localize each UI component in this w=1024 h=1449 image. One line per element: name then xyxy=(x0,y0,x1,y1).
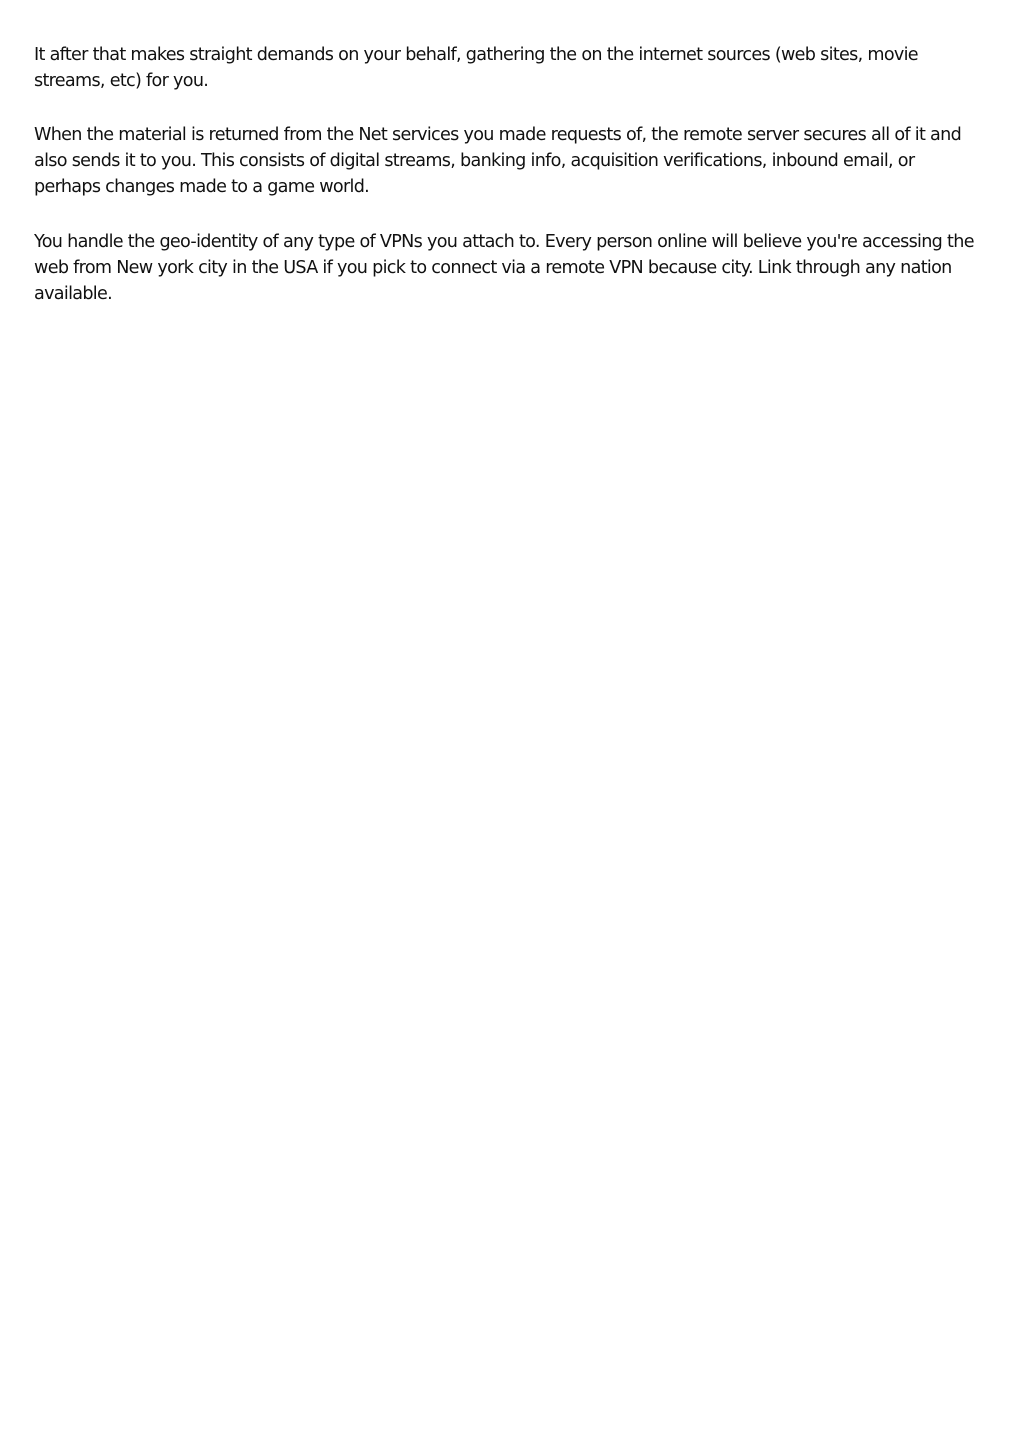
paragraph-2: When the material is returned from the Net services you made requests of, the remote server secures all of it and also sends it to you. This consists of digital streams, banking info, acquisition verifications, inbound email, or perhaps changes made to a game world. xyxy=(34,125,962,197)
paragraph-1: It after that makes straight demands on your behalf, gathering the on the internet sources (web sites, movie streams, etc) for you. xyxy=(34,45,918,91)
paragraph-3: You handle the geo-identity of any type of VPNs you attach to. Every person online will believe you're accessing the web from New york city in the USA if you pick to connect via a remote VPN because city. Link through any nation available. xyxy=(34,232,974,304)
